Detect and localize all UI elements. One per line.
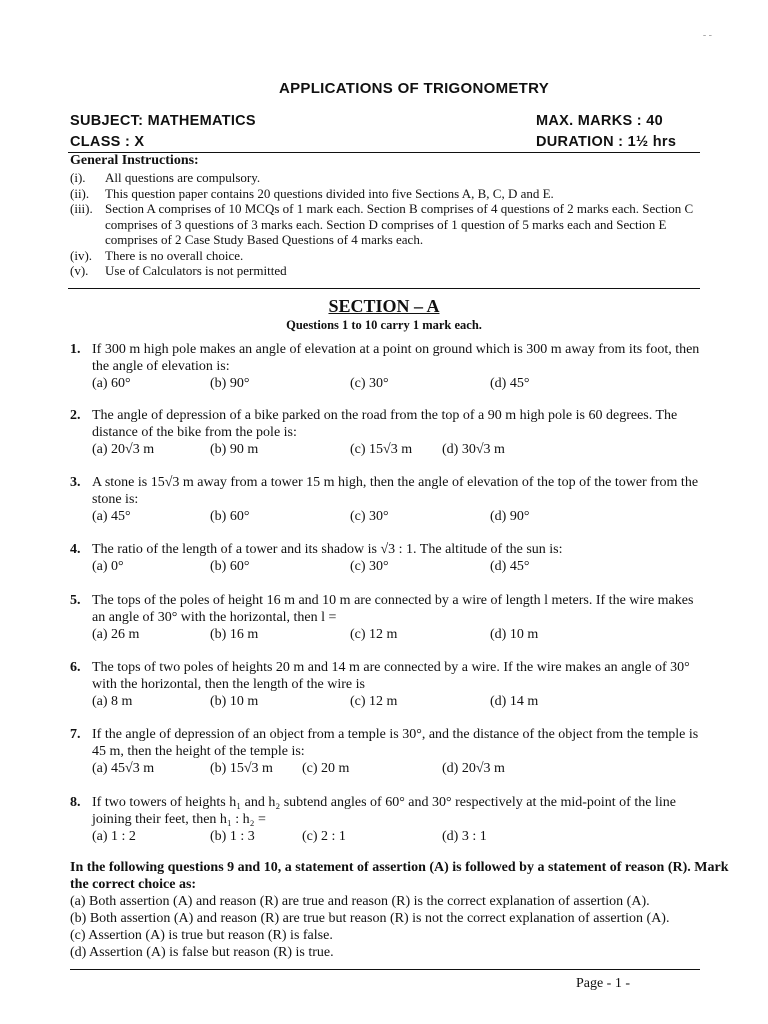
instructions-divider: [68, 288, 700, 289]
question-7: [70, 726, 710, 777]
question-text: The tops of the poles of height 16 m and 10 m are connected by a wire of length l meters. If the wire makes an angle of 30° with the horizontal, then l =: [92, 593, 694, 625]
question-number: 7.: [70, 727, 81, 742]
option-c: (c) 30°: [350, 559, 389, 574]
option-d: (d) 14 m: [490, 694, 539, 709]
option-b: (b) 16 m: [210, 627, 259, 642]
section-subtitle: Questions 1 to 10 carry 1 mark each.: [286, 318, 482, 332]
option-a: (a) 60°: [92, 376, 131, 391]
instruction-text: All questions are compulsory.: [105, 170, 261, 185]
question-6: [70, 659, 710, 710]
instruction-item: [70, 248, 705, 264]
option-d: (d) 30√3 m: [442, 442, 505, 457]
option-b: (b) 10 m: [210, 694, 259, 709]
assertion-reason-block: [70, 859, 735, 961]
instruction-number: (iv).: [70, 247, 93, 263]
option-d: (d) 10 m: [490, 627, 539, 642]
question-text: A stone is 15√3 m away from a tower 15 m high, then the angle of elevation of the top of the tower from the stone is:: [92, 475, 699, 507]
question-number: 6.: [70, 660, 81, 675]
class-label: CLASS : X: [70, 134, 145, 150]
option-d: (d) 45°: [490, 376, 530, 391]
assertion-reason-heading: In the following questions 9 and 10, a statement of assertion (A) is followed by a statement of reason (R). Mark the correct choice as:: [70, 860, 729, 892]
option-d: (d) 90°: [490, 509, 530, 524]
option-a: (a) 45°: [92, 509, 131, 524]
corner-mark: - -: [702, 30, 712, 41]
option-b: (b) 60°: [210, 509, 250, 524]
footer-divider: [70, 969, 700, 970]
options-row: [92, 375, 710, 392]
question-text: The angle of depression of a bike parked on the road from the top of a 90 m high pole is 60 degrees. The distance of the bike from the pole is:: [92, 408, 678, 440]
option-a: (a) 0°: [92, 559, 124, 574]
option-b: (b) 60°: [210, 559, 250, 574]
instruction-text: Section A comprises of 10 MCQs of 1 mark each. Section B comprises of 4 questions of 2 marks each. Section C comprises of 3 questions of 3 marks each. Section D comprises of 1 question of 5 marks each and Section E comprises of 2 Case Study Based Questions of 4 marks each.: [105, 201, 694, 247]
option-b: (b) 90°: [210, 376, 250, 391]
instruction-number: (v).: [70, 263, 89, 278]
option-c: (c) 30°: [350, 509, 389, 524]
question-text: If the angle of depression of an object from a temple is 30°, and the distance of the object from the temple is 45 m, then the height of the temple is:: [92, 727, 699, 759]
question-number: 5.: [70, 593, 81, 608]
instruction-number: (iii).: [70, 201, 93, 216]
instruction-item: [70, 263, 705, 279]
option-c: (c) 20 m: [302, 761, 350, 776]
options-row: [92, 693, 710, 710]
option-a: (a) 1 : 2: [92, 829, 136, 844]
instruction-item: [70, 201, 705, 248]
option-c: (c) 12 m: [350, 694, 398, 709]
option-c: (c) 12 m: [350, 627, 398, 642]
option-c: (c) 2 : 1: [302, 829, 346, 844]
question-text: The tops of two poles of heights 20 m and 14 m are connected by a wire. If the wire makes an angle of 30° with the horizontal, then the length of the wire is: [92, 660, 690, 692]
option-b: (b) 90 m: [210, 442, 259, 457]
option-d: (d) 45°: [490, 559, 530, 574]
option-a: (a) 45√3 m: [92, 761, 155, 776]
assertion-choice: (b) Both assertion (A) and reason (R) are true but reason (R) is not the correct explanation of assertion (A).: [70, 911, 670, 926]
instruction-number: (i).: [70, 170, 86, 185]
question-number: 8.: [70, 795, 81, 810]
question-8: [70, 794, 710, 845]
question-number: 2.: [70, 408, 81, 423]
option-d: (d) 3 : 1: [442, 829, 487, 844]
instruction-text: There is no overall choice.: [105, 247, 244, 263]
duration-label: DURATION : 1½ hrs: [536, 134, 677, 150]
option-c: (c) 30°: [350, 376, 389, 391]
instruction-text: This question paper contains 20 questions divided into five Sections A, B, C, D and E.: [105, 185, 554, 201]
section-title: [0, 296, 768, 317]
question-4: [70, 541, 710, 575]
question-3: [70, 474, 710, 525]
page-title: APPLICATIONS OF TRIGONOMETRY: [278, 80, 550, 97]
general-instructions-list: [70, 170, 705, 279]
options-row: [92, 558, 710, 575]
question-2: [70, 407, 710, 458]
page-number: Page - 1 -: [575, 976, 630, 991]
option-a: (a) 8 m: [92, 694, 133, 709]
question-5: [70, 592, 710, 643]
question-number: 4.: [70, 542, 81, 557]
option-c: (c) 15√3 m: [350, 442, 413, 457]
option-b: (b) 15√3 m: [210, 761, 273, 776]
section-title-text: SECTION – A: [328, 296, 440, 316]
general-instructions-heading: General Instructions:: [70, 153, 199, 168]
options-row: [92, 508, 710, 525]
question-text: If 300 m high pole makes an angle of elevation at a point on ground which is 300 m away from its foot, then the angle of elevation is:: [92, 342, 700, 374]
subject-label: SUBJECT: MATHEMATICS: [70, 113, 256, 129]
question-number: 3.: [70, 475, 81, 490]
option-a: (a) 26 m: [92, 627, 140, 642]
instruction-number: (ii).: [70, 185, 90, 201]
options-row: [92, 760, 710, 777]
instruction-item: [70, 170, 705, 186]
option-a: (a) 20√3 m: [92, 442, 155, 457]
assertion-choice: (a) Both assertion (A) and reason (R) are true and reason (R) is the correct explanation of assertion (A).: [70, 894, 650, 909]
question-number: 1.: [70, 342, 81, 357]
question-text: If two towers of heights h₁ and h₂ subtend angles of 60° and 30° respectively at the mid-point of the line joining their feet, then h₁ : h₂ =: [92, 795, 676, 827]
options-row: [92, 626, 710, 643]
option-d: (d) 20√3 m: [442, 761, 505, 776]
instruction-item: [70, 186, 705, 202]
assertion-choice: (d) Assertion (A) is false but reason (R) is true.: [70, 945, 334, 960]
max-marks-label: MAX. MARKS : 40: [536, 113, 663, 129]
options-row: [92, 441, 710, 458]
instruction-text: Use of Calculators is not permitted: [105, 263, 287, 278]
question-1: [70, 341, 710, 392]
assertion-choice: (c) Assertion (A) is true but reason (R) is false.: [70, 928, 333, 943]
option-b: (b) 1 : 3: [210, 829, 255, 844]
question-text: The ratio of the length of a tower and its shadow is √3 : 1. The altitude of the sun is:: [92, 542, 563, 557]
options-row: [92, 828, 710, 845]
